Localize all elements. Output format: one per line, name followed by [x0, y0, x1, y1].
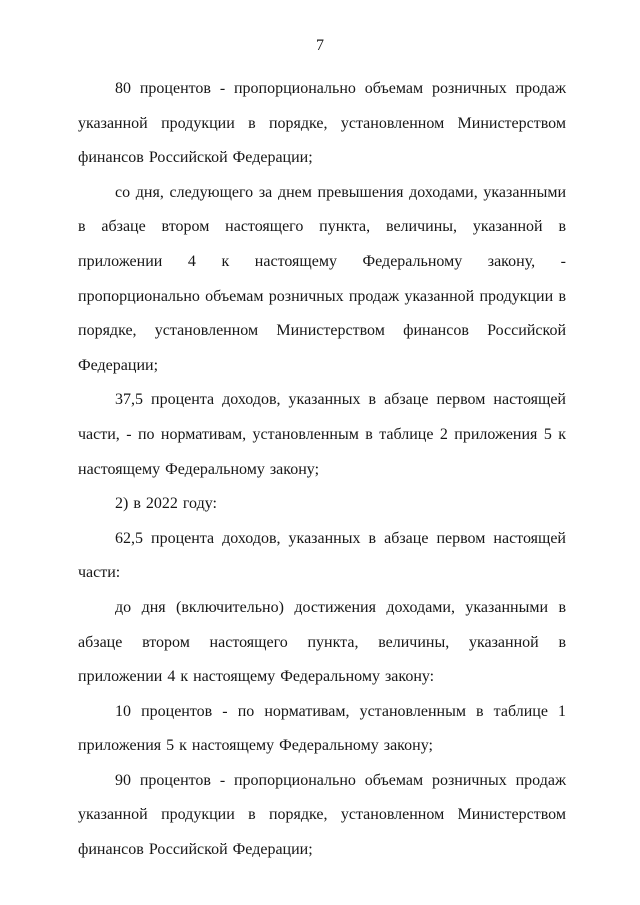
paragraph: 10 процентов - по нормативам, установленным в таблице 1 приложения 5 к настоящему Федеральному закону; [78, 702, 566, 755]
paragraph: до дня (включительно) достижения доходами, указанными в абзаце втором настоящего пункта, величины, указанной в приложении 4 к настоящему Федеральному закону: [78, 598, 566, 686]
paragraph: со дня, следующего за днем превышения доходами, указанными в абзаце втором настоящего пункта, величины, указанной в приложении 4 к настоящему Федеральному закону, - пропорционально объемам розничных продаж указанной продукции в порядке, установленном Министерством финансов Российской Федерации; [78, 183, 566, 374]
paragraph: 37,5 процента доходов, указанных в абзаце первом настоящей части, - по нормативам, установленным в таблице 2 приложения 5 к настоящему Федеральному закону; [78, 391, 566, 478]
paragraph: 2) в 2022 году: [115, 495, 217, 513]
document-body [78, 72, 566, 868]
paragraph: 62,5 процента доходов, указанных в абзаце первом настоящей части: [78, 529, 566, 582]
paragraph: 80 процентов - пропорционально объемам розничных продаж указанной продукции в порядке, установленном Министерством финансов Российской Федерации; [78, 80, 566, 167]
page-number: 7 [316, 37, 324, 54]
paragraph: 90 процентов - пропорционально объемам розничных продаж указанной продукции в порядке, установленном Министерством финансов Российской Федерации; [78, 771, 566, 859]
